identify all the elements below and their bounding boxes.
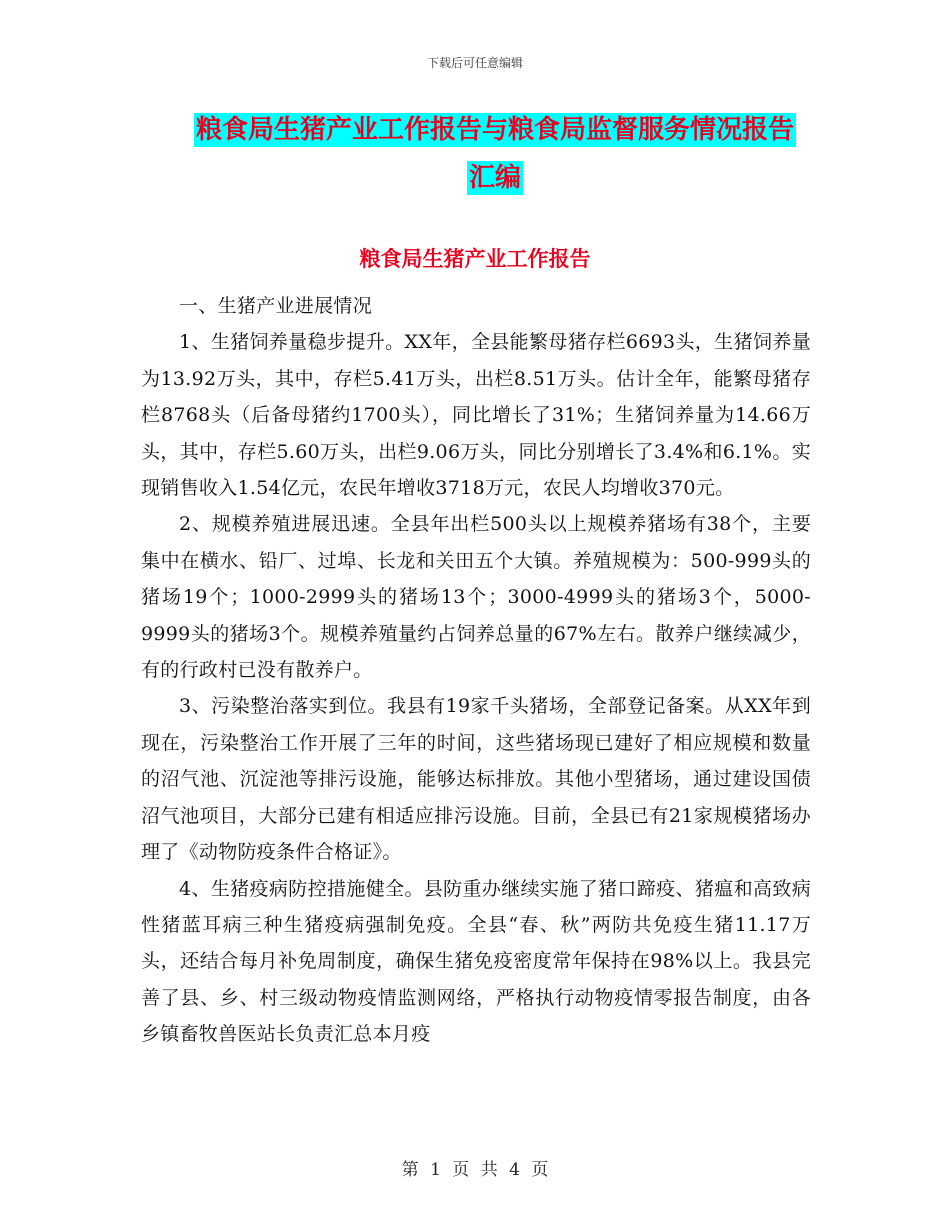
- page-footer: 第 1 页 共 4 页: [401, 1160, 549, 1180]
- title-line-2: 汇编: [468, 163, 521, 193]
- body-text: [141, 288, 811, 1053]
- paragraph: 3、污染整治落实到位。我县有19家千头猪场，全部登记备案。从XX年到现在，污染整治工作开展了三年的时间，这些猪场现已建好了相应规模和数量的沼气池、沉淀池等排污设施，能够达标排放。其他小型猪场，通过建设国债沼气池项目，大部分已建有相适应排污设施。目前，全县已有21家规模猪场办理了《动物防疫条件合格证》。: [141, 695, 811, 864]
- paragraph: 4、生猪疫病防控措施健全。县防重办继续实施了猪口蹄疫、猪瘟和高致病性猪蓝耳病三种生猪疫病强制免疫。全县“春、秋”两防共免疫生猪11.17万头，还结合每月补免周制度，确保生猪免疫密度常年保持在98%以上。我县完善了县、乡、村三级动物疫情监测网络，严格执行动物疫情零报告制度，由各乡镇畜牧兽医站长负责汇总本月疫: [141, 877, 811, 1046]
- document-title: [150, 106, 840, 202]
- title-line-1: 粮食局生猪产业工作报告与粮食局监督服务情况报告: [195, 115, 794, 145]
- paragraph: 2、规模养殖进展迅速。全县年出栏500头以上规模养猪场有38个，主要集中在横水、铅厂、过埠、长龙和关田五个大镇。养殖规模为：500-999头的猪场19个；1000-2999头的猪场13个；3000-4999头的猪场3个，5000-9999头的猪场3个。规模养殖量约占饲养总量的67%左右。散养户继续减少，有的行政村已没有散养户。: [141, 513, 811, 682]
- paragraph: 1、生猪饲养量稳步提升。XX年，全县能繁母猪存栏6693头，生猪饲养量为13.92万头，其中，存栏5.41万头，出栏8.51万头。估计全年，能繁母猪存栏8768头（后备母猪约1700头），同比增长了31%；生猪饲养量为14.66万头，其中，存栏5.60万头，出栏9.06万头，同比分别增长了3.4%和6.1%。实现销售收入1.54亿元，农民年增收3718万元，农民人均增收370元。: [141, 331, 811, 500]
- section-title: 粮食局生猪产业工作报告: [359, 247, 591, 271]
- header-note: 下载后可任意编辑: [426, 56, 523, 70]
- paragraph-heading: 一、生猪产业进展情况: [179, 295, 373, 317]
